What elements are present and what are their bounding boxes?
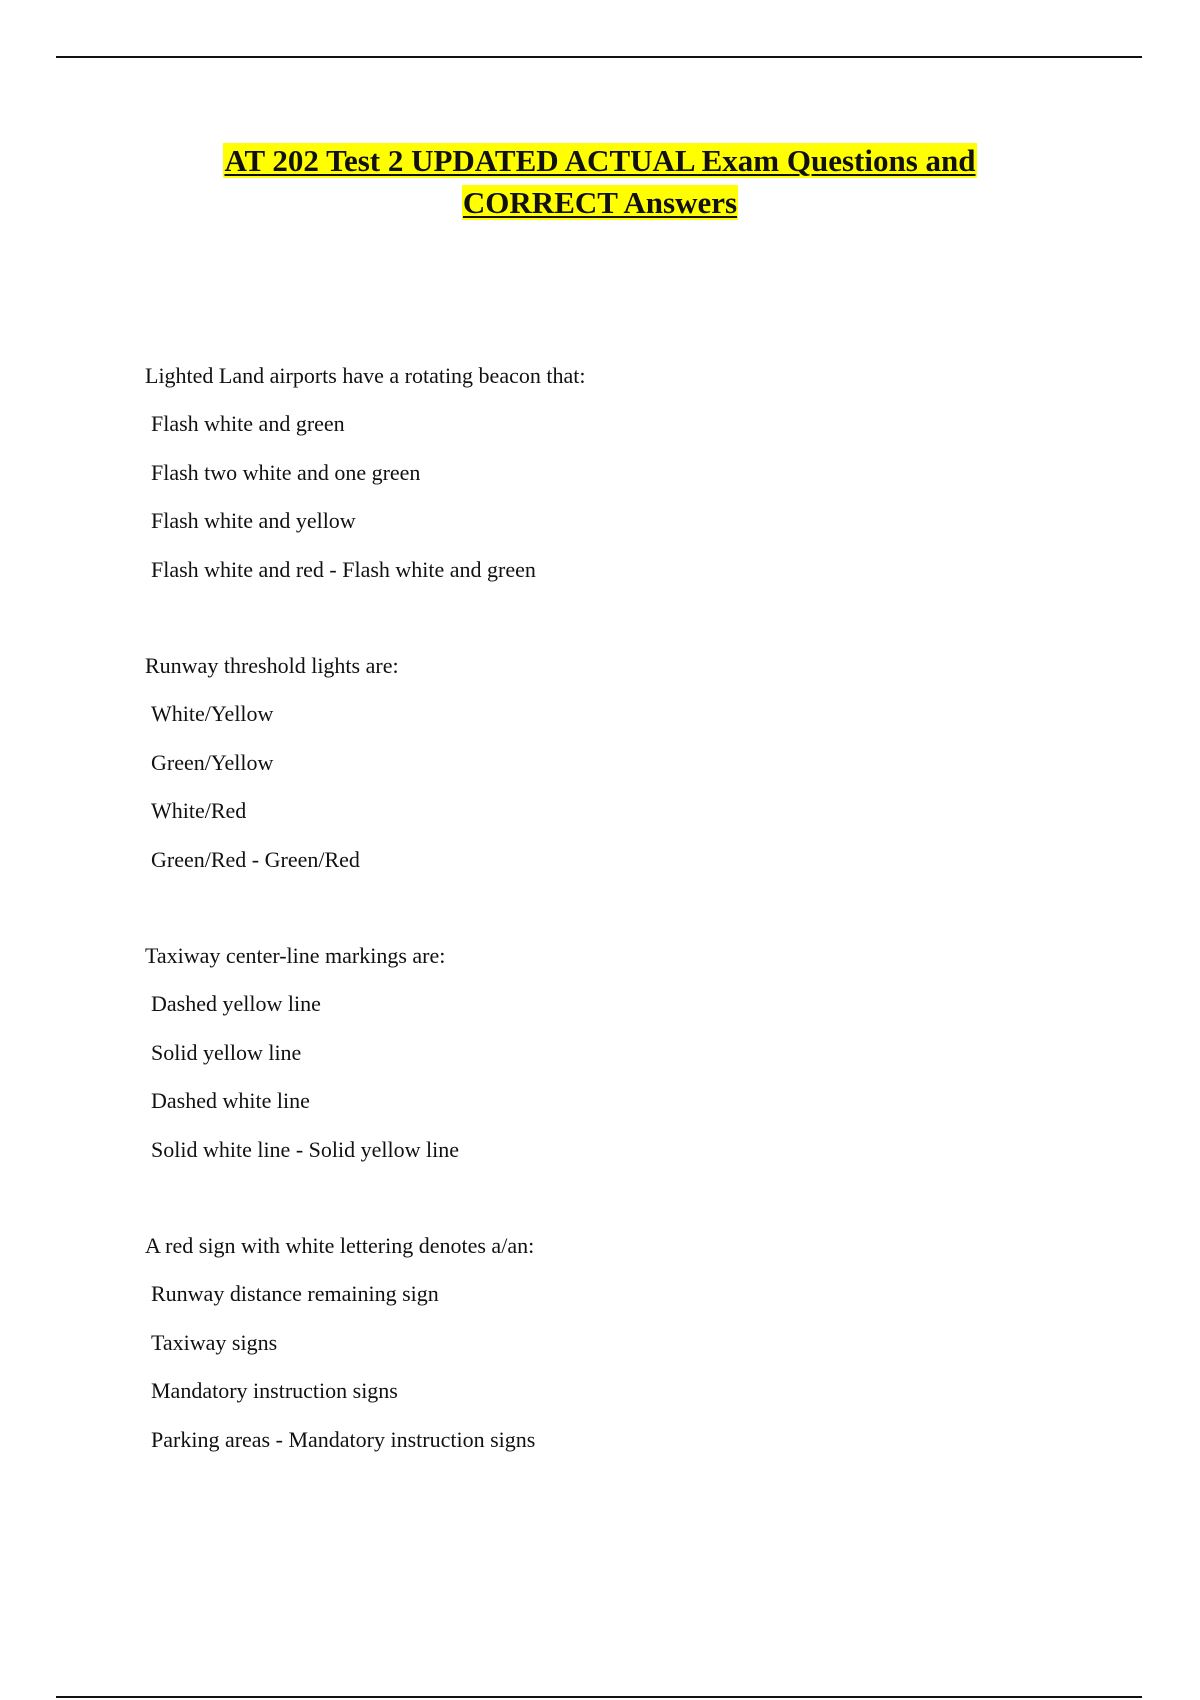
answer-option: Green/Yellow bbox=[151, 749, 274, 775]
answer-option: Runway distance remaining sign bbox=[151, 1281, 439, 1306]
answer-option: Dashed yellow line bbox=[151, 991, 321, 1016]
document-title bbox=[0, 140, 1200, 224]
title-line-1-text: AT 202 Test 2 UPDATED ACTUAL Exam Questions and bbox=[224, 143, 976, 178]
title-line-1 bbox=[0, 140, 1200, 182]
answer-option: Flash white and yellow bbox=[151, 508, 356, 533]
answer-option: Flash white and green bbox=[151, 411, 345, 436]
question-block-2 bbox=[145, 642, 1045, 884]
answer-option: Solid yellow line bbox=[151, 1039, 302, 1065]
top-divider bbox=[56, 56, 1142, 58]
answer-option-with-answer: Flash white and red - Flash white and green bbox=[151, 556, 536, 582]
answer-option: Dashed white line bbox=[151, 1088, 310, 1113]
answer-option: Taxiway signs bbox=[151, 1329, 278, 1355]
answer-option-with-answer: Parking areas - Mandatory instruction signs bbox=[151, 1426, 536, 1452]
answer-option: Mandatory instruction signs bbox=[151, 1378, 398, 1403]
title-line-2-text: CORRECT Answers bbox=[462, 185, 738, 220]
question-text: A red sign with white lettering denotes a/an: bbox=[145, 1233, 535, 1258]
question-block-1 bbox=[145, 352, 1045, 594]
answer-option: White/Yellow bbox=[151, 701, 274, 726]
bottom-divider bbox=[56, 1696, 1142, 1698]
title-line-2 bbox=[0, 182, 1200, 224]
answer-option-with-answer: Green/Red - Green/Red bbox=[151, 846, 360, 872]
question-block-4 bbox=[145, 1222, 1045, 1464]
question-list bbox=[145, 352, 1045, 1512]
question-text: Runway threshold lights are: bbox=[145, 653, 399, 678]
question-block-3 bbox=[145, 932, 1045, 1174]
answer-option: Flash two white and one green bbox=[151, 459, 421, 485]
answer-option: White/Red bbox=[151, 798, 247, 823]
question-text: Lighted Land airports have a rotating beacon that: bbox=[145, 363, 586, 388]
answer-option-with-answer: Solid white line - Solid yellow line bbox=[151, 1136, 459, 1162]
question-text: Taxiway center-line markings are: bbox=[145, 943, 446, 968]
